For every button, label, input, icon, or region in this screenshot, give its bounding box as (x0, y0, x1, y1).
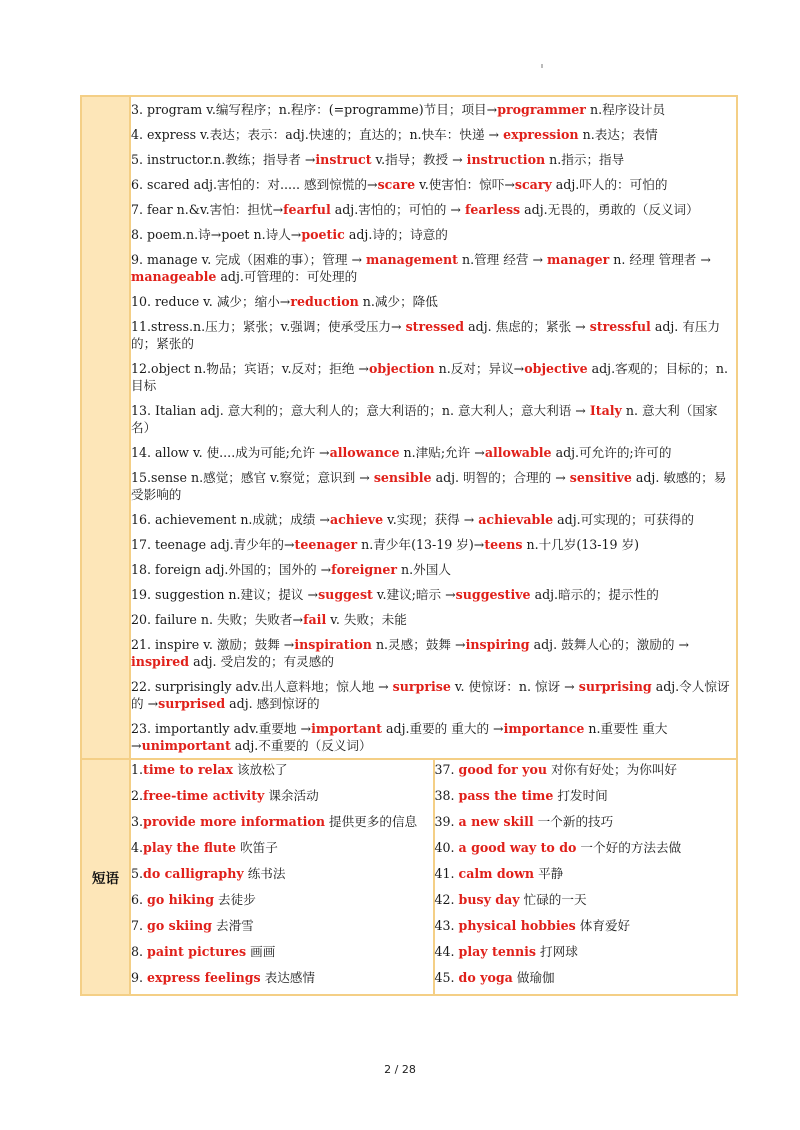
keyword: pass the time (458, 788, 554, 803)
entry-text: n.十几岁(13-19 岁) (522, 537, 640, 552)
keyword: play the flute (143, 840, 236, 855)
keyword: provide more information (143, 814, 325, 829)
entry-text: v. 失败；未能 (326, 612, 407, 627)
phrase-item (435, 864, 737, 890)
entry-text: 15.sense n.感觉；感官 v.察觉；意识到 → (131, 470, 374, 485)
entry-text: 40. (434, 840, 459, 855)
entry-text: adj.暗示的；提示性的 (530, 587, 659, 602)
entry-text: 体育爱好 (575, 918, 631, 933)
word-entry (131, 465, 736, 507)
keyword: teenager (294, 537, 358, 552)
keyword: fearless (464, 202, 521, 217)
entry-text: 41. (434, 866, 459, 881)
entry-text: adj.可实现的；可获得的 (553, 512, 694, 527)
entry-text: adj.令人惊讶的 → (131, 679, 730, 711)
word-forms-content (130, 96, 737, 759)
phrase-item (435, 812, 737, 838)
entry-text: 43. (434, 918, 459, 933)
keyword: programmer (497, 102, 586, 117)
entry-text: n.青少年(13-19 岁)→ (357, 537, 485, 552)
keyword: stressful (589, 319, 651, 334)
entry-text: n.重要性 重大 → (131, 721, 668, 753)
keyword: scare (377, 177, 416, 192)
keyword: go skiing (147, 918, 212, 933)
entry-text: 23. importantly adv.重要地 → (131, 721, 312, 736)
keyword: objection (368, 361, 435, 376)
keyword: poetic (301, 227, 345, 242)
word-entry (131, 247, 736, 289)
entry-text: 去滑雪 (211, 918, 254, 933)
entry-text: 6. scared adj.害怕的：对..... 感到惊慌的→ (131, 177, 378, 192)
entry-text: 18. foreign adj.外国的；国外的 → (131, 562, 332, 577)
entry-text: 该放松了 (233, 762, 288, 777)
keyword: instruction (466, 152, 546, 167)
entry-text: 提供更多的信息 (324, 814, 418, 829)
keyword: unimportant (141, 738, 231, 753)
header-tick-mark (541, 64, 543, 68)
entry-text: 吹笛子 (236, 840, 278, 855)
entry-text: v.实现；获得 → (383, 512, 479, 527)
entry-text: 画画 (246, 944, 276, 959)
word-entry (131, 289, 736, 314)
word-entry (131, 398, 736, 440)
keyword: play tennis (458, 944, 537, 959)
phrases-row (81, 759, 737, 995)
keyword: sensitive (569, 470, 632, 485)
entry-text: 1. (131, 762, 144, 777)
entry-text: adj.可允许的;许可的 (551, 445, 672, 460)
entry-text: 一个好的方法去做 (576, 840, 682, 855)
phrase-item (131, 760, 433, 786)
phrase-item (131, 942, 433, 968)
phrase-item (131, 890, 433, 916)
keyword: allowance (329, 445, 400, 460)
keyword: importance (503, 721, 585, 736)
keyword: physical hobbies (458, 918, 576, 933)
entry-text: 7. fear n.&v.害怕：担忧→ (131, 202, 284, 217)
word-entry (131, 632, 736, 674)
entry-text: v.使害怕：惊吓→ (415, 177, 515, 192)
phrase-item (435, 890, 737, 916)
entry-text: adj. 鼓舞人心的；激励的 → (529, 637, 689, 652)
entry-text: 忙碌的一天 (519, 892, 587, 907)
keyword: manager (547, 252, 610, 267)
entry-text: n.减少；降低 (358, 294, 438, 309)
keyword: objective (524, 361, 588, 376)
word-entry (131, 197, 736, 222)
entry-text: n.程序设计员 (585, 102, 666, 117)
keyword: Italy (589, 403, 622, 418)
word-entry (131, 356, 736, 398)
entry-text: adj. 感到惊讶的 (225, 696, 320, 711)
keyword: a good way to do (458, 840, 577, 855)
phrase-item (435, 916, 737, 942)
word-entry (131, 674, 736, 716)
entry-text: adj.害怕的；可怕的 → (330, 202, 465, 217)
word-entry (131, 122, 736, 147)
entry-text: n.指示；指导 (545, 152, 625, 167)
keyword: stressed (405, 319, 465, 334)
phrases-left-column (130, 759, 434, 995)
entry-text: n.管理 经营 → (457, 252, 548, 267)
keyword: suggestive (455, 587, 531, 602)
word-entry (131, 222, 736, 247)
word-entry (131, 147, 736, 172)
word-entry (131, 607, 736, 632)
entry-text: 8. poem.n.诗→poet n.诗人→ (131, 227, 302, 242)
entry-text: 45. (434, 970, 459, 985)
entry-text: adj. 敏感的；易受影响的 (131, 470, 727, 502)
keyword: manageable (131, 269, 217, 284)
entry-text: 平静 (534, 866, 564, 881)
word-forms-side-cell (81, 96, 130, 759)
word-entry (131, 532, 736, 557)
keyword: paint pictures (147, 944, 247, 959)
entry-text: 13. Italian adj. 意大利的；意大利人的；意大利语的；n. 意大利人；意大利语 → (131, 403, 590, 418)
entry-text: adj.无畏的，勇敢的（反义词） (520, 202, 699, 217)
word-entry (131, 716, 736, 758)
phrase-item (131, 786, 433, 812)
entry-text: n. 经理 管理者 → (609, 252, 711, 267)
keyword: go hiking (147, 892, 215, 907)
entry-text: adj.可管理的：可处理的 (216, 269, 358, 284)
entry-text: adj. 明智的；合理的 → (431, 470, 570, 485)
entry-text: 11.stress.n.压力；紧张；v.强调；使承受压力→ (131, 319, 406, 334)
keyword: inspired (131, 654, 190, 669)
entry-text: 6. (131, 892, 148, 907)
vocabulary-table (80, 95, 738, 996)
entry-text: v.建议;暗示 → (372, 587, 456, 602)
keyword: surprise (392, 679, 451, 694)
phrase-item (131, 838, 433, 864)
keyword: do yoga (458, 970, 513, 985)
entry-text: 38. (434, 788, 459, 803)
word-entry (131, 314, 736, 356)
phrases-label: 短语 (81, 759, 130, 995)
keyword: calm down (458, 866, 535, 881)
entry-text: 9. manage v. 完成（困难的事）；管理 → (131, 252, 367, 267)
keyword: expression (503, 127, 579, 142)
entry-text: 39. (434, 814, 459, 829)
phrase-item (131, 812, 433, 838)
entry-text: n. 意大利（国家名） (131, 403, 718, 435)
keyword: inspiration (294, 637, 372, 652)
word-entry (131, 507, 736, 532)
keyword: a new skill (458, 814, 534, 829)
keyword: achieve (329, 512, 384, 527)
keyword: busy day (458, 892, 520, 907)
entry-text: 4. express v.表达；表示：adj.快速的；直达的；n.快车：快递 → (131, 127, 504, 142)
entry-text: 14. allow v. 使....成为可能;允许 → (131, 445, 330, 460)
page-number: 2 / 28 (384, 1063, 416, 1076)
entry-text: 2. (131, 788, 144, 803)
phrase-item (435, 760, 737, 786)
entry-text: 10. reduce v. 减少；缩小→ (131, 294, 291, 309)
entry-text: 20. failure n. 失败；失败者→ (131, 612, 304, 627)
entry-text: n.表达；表情 (578, 127, 658, 142)
entry-text: 7. (131, 918, 148, 933)
entry-text: adj.吓人的：可怕的 (551, 177, 668, 192)
entry-text: 5. (131, 866, 144, 881)
entry-text: 9. (131, 970, 148, 985)
keyword: suggest (318, 587, 373, 602)
keyword: fearful (283, 202, 331, 217)
entry-text: 练书法 (243, 866, 286, 881)
word-forms-row (81, 96, 737, 759)
keyword: inspiring (465, 637, 530, 652)
entry-text: 21. inspire v. 激励；鼓舞 → (131, 637, 295, 652)
entry-text: 8. (131, 944, 148, 959)
entry-text: v. 使惊讶：n. 惊讶 → (450, 679, 579, 694)
entry-text: adj.客观的；目标的；n.目标 (131, 361, 728, 393)
keyword: surprised (158, 696, 226, 711)
entry-text: 对你有好处；为你叫好 (547, 762, 678, 777)
word-entry (131, 582, 736, 607)
entry-text: 22. surprisingly adv.出人意料地；惊人地 → (131, 679, 393, 694)
keyword: good for you (458, 762, 548, 777)
entry-text: 17. teenage adj.青少年的→ (131, 537, 295, 552)
entry-text: 3. program v.编写程序；n.程序：(=programme)节目；项目→ (131, 102, 498, 117)
entry-text: 打网球 (536, 944, 578, 959)
keyword: scary (514, 177, 552, 192)
phrase-item (435, 838, 737, 864)
entry-text: 12.object n.物品；宾语；v.反对；拒绝 → (131, 361, 369, 376)
entry-text: v.指导；教授 → (371, 152, 467, 167)
phrases-right-column (434, 759, 738, 995)
entry-text: n.灵感；鼓舞 → (371, 637, 466, 652)
entry-text: 一个新的技巧 (533, 814, 614, 829)
keyword: sensible (373, 470, 432, 485)
entry-text: 4. (131, 840, 144, 855)
word-entry (131, 440, 736, 465)
word-entry (131, 172, 736, 197)
keyword: reduction (290, 294, 359, 309)
keyword: fail (303, 612, 327, 627)
entry-text: adj.重要的 重大的 → (382, 721, 504, 736)
entry-text: n.津贴;允许 → (399, 445, 485, 460)
phrase-item (131, 916, 433, 942)
keyword: free-time activity (143, 788, 265, 803)
keyword: allowable (484, 445, 552, 460)
keyword: express feelings (147, 970, 261, 985)
keyword: foreigner (331, 562, 398, 577)
entry-text: adj. 焦虑的；紧张 → (464, 319, 590, 334)
entry-text: 5. instructor.n.教练；指导者 → (131, 152, 316, 167)
entry-text: 19. suggestion n.建议；提议 → (131, 587, 319, 602)
keyword: achievable (478, 512, 554, 527)
entry-text: 课余活动 (264, 788, 319, 803)
keyword: instruct (315, 152, 372, 167)
phrase-item (435, 942, 737, 968)
entry-text: 37. (434, 762, 459, 777)
entry-text: 44. (434, 944, 459, 959)
entry-text: adj.不重要的（反义词） (230, 738, 372, 753)
phrase-item (435, 786, 737, 812)
entry-text: 做瑜伽 (512, 970, 555, 985)
phrase-item (131, 864, 433, 890)
keyword: do calligraphy (143, 866, 244, 881)
entry-text: n.外国人 (397, 562, 451, 577)
entry-text: 去徒步 (214, 892, 256, 907)
entry-text: 打发时间 (553, 788, 608, 803)
entry-text: adj. 有压力的；紧张的 (131, 319, 721, 351)
keyword: time to relax (143, 762, 234, 777)
entry-text: 42. (434, 892, 459, 907)
keyword: teens (484, 537, 523, 552)
phrase-item (435, 968, 737, 994)
word-entry (131, 97, 736, 122)
entry-text: adj.诗的；诗意的 (344, 227, 448, 242)
word-entry (131, 557, 736, 582)
keyword: surprising (578, 679, 652, 694)
keyword: management (366, 252, 458, 267)
entry-text: 3. (131, 814, 144, 829)
keyword: important (311, 721, 382, 736)
entry-text: n.反对；异议→ (434, 361, 525, 376)
entry-text: 表达感情 (260, 970, 316, 985)
phrase-item (131, 968, 433, 994)
entry-text: 16. achievement n.成就；成绩 → (131, 512, 330, 527)
entry-text: adj. 受启发的；有灵感的 (189, 654, 334, 669)
